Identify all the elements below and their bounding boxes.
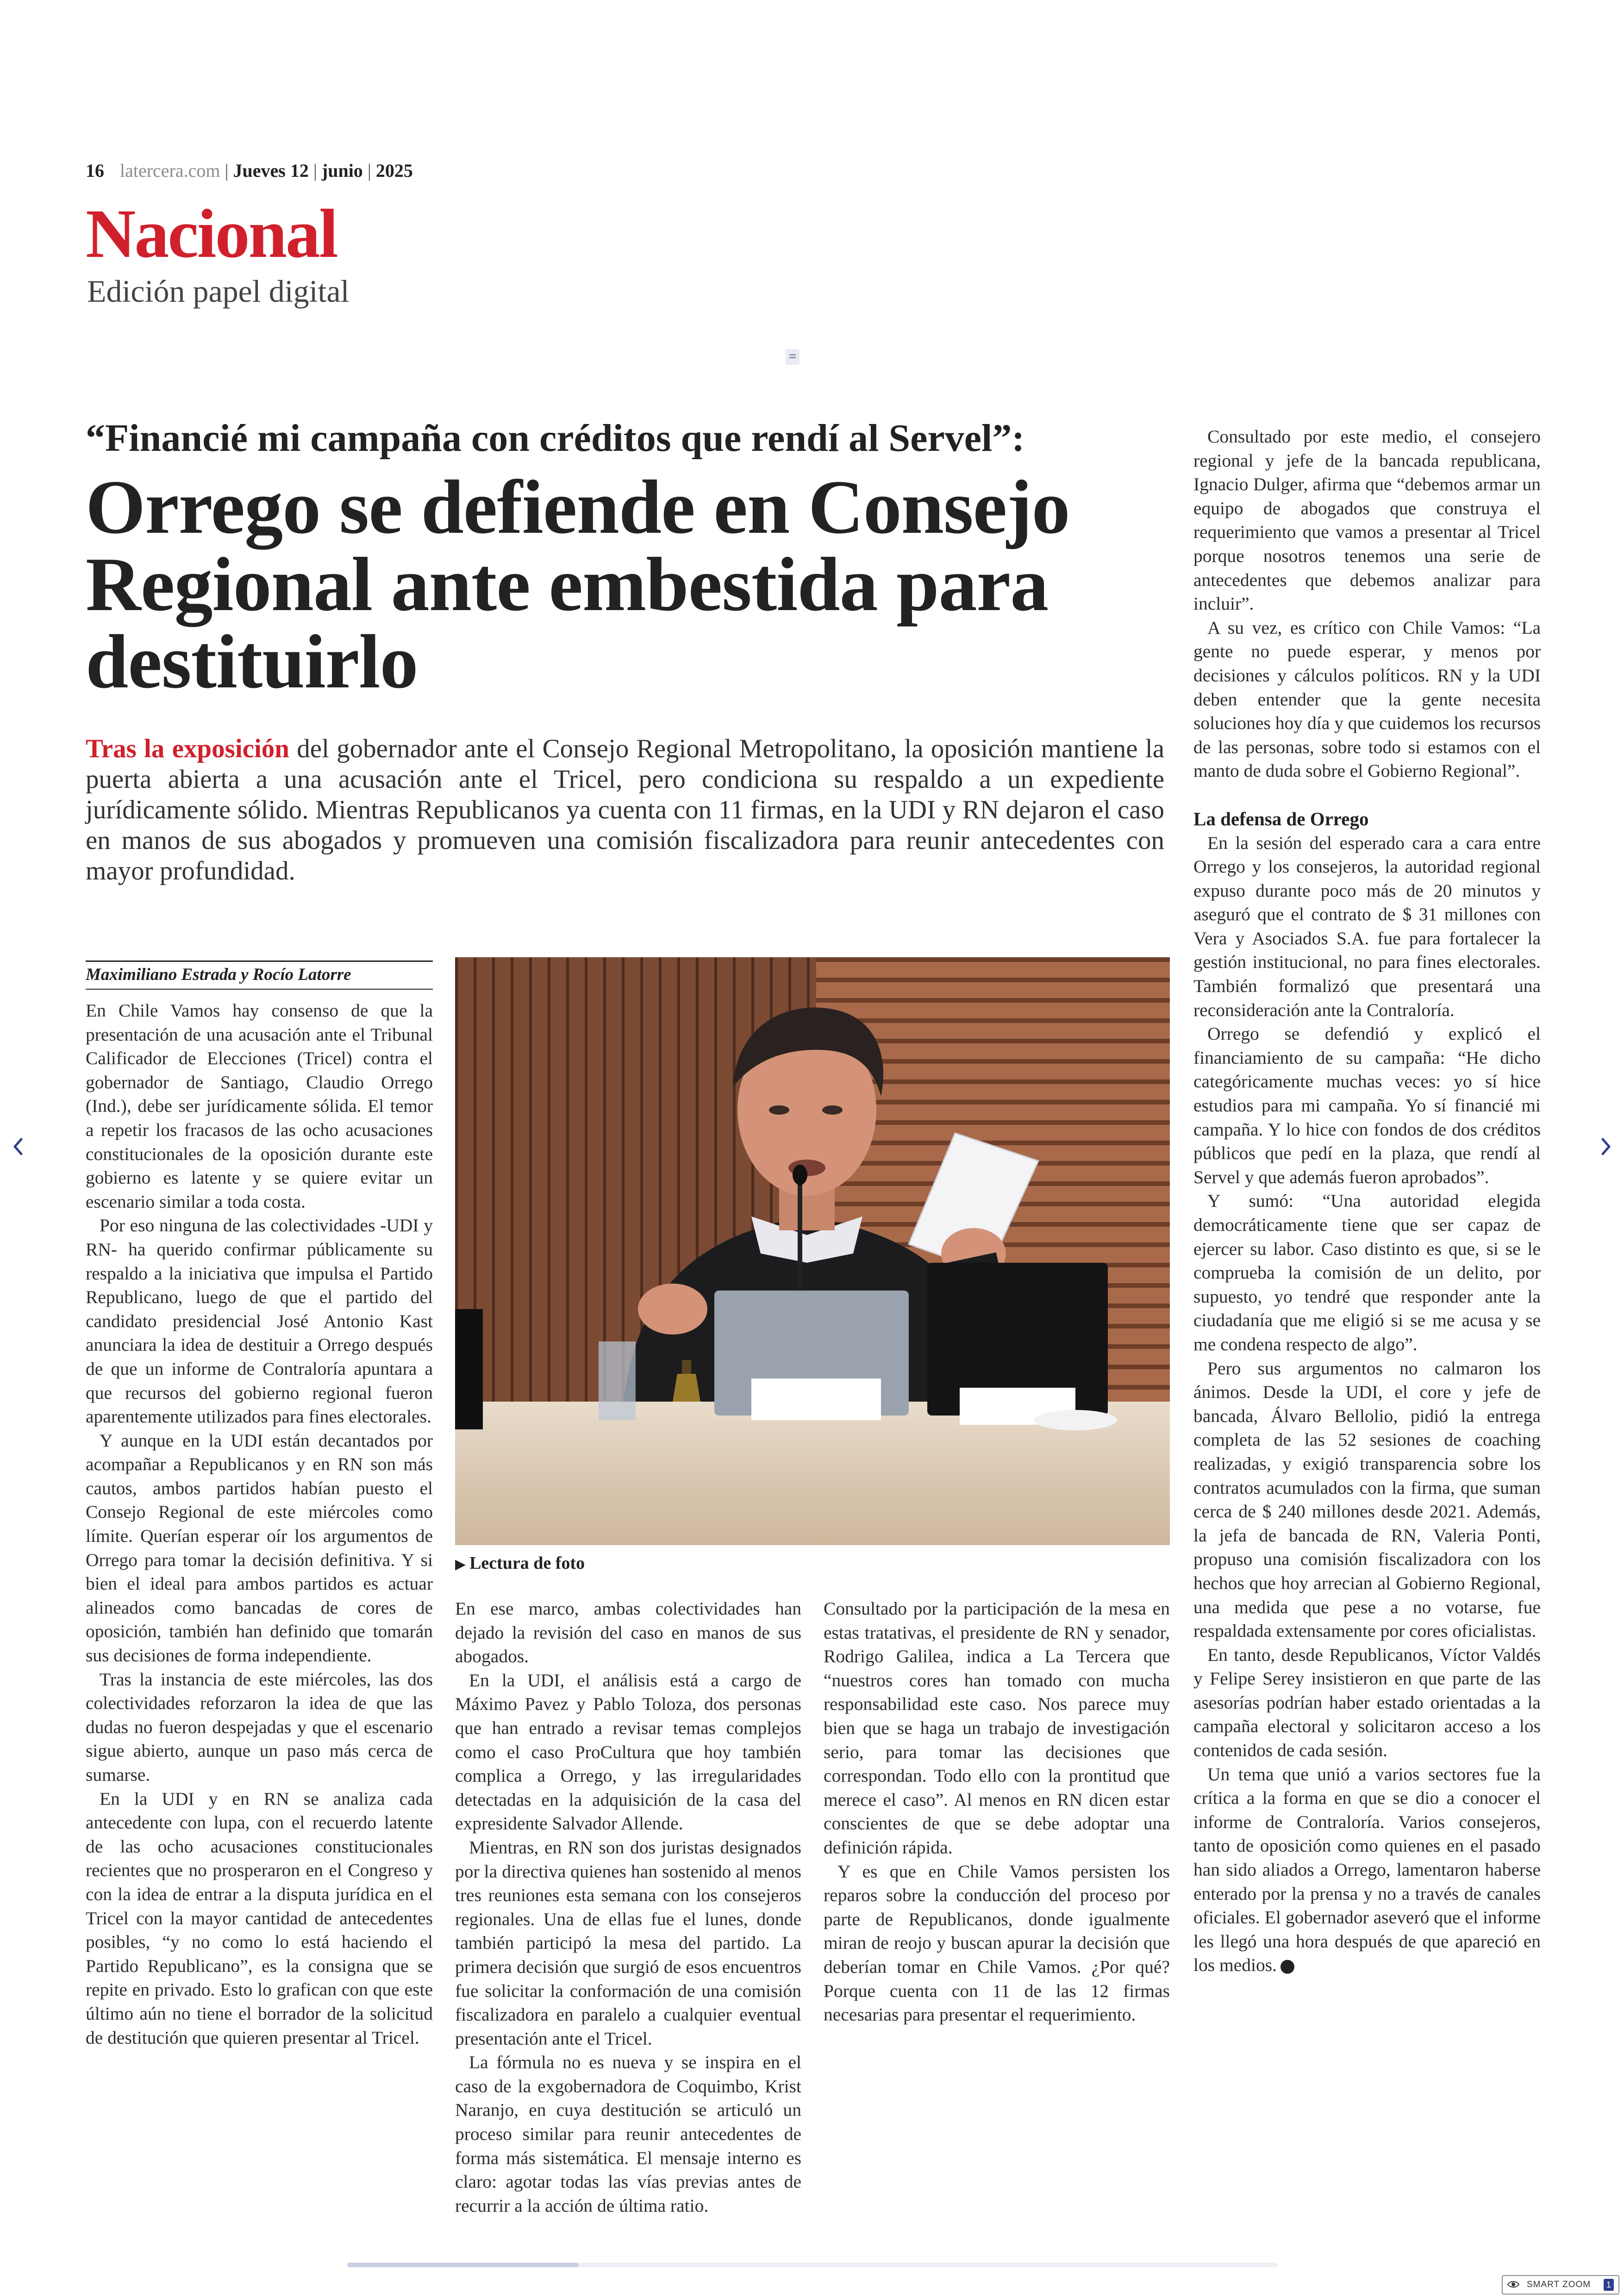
paragraph: Orrego se defendió y explicó el financiamiento de su campaña: “He dicho categóricamente muchas veces: yo sí hice estudios para mi campaña. Yo sí financié mi campaña. Y lo hice con fondos de dos créditos públicos que pedí en la plaza, que rendí al Servel y que además fueron aprobados”.	[1193, 1023, 1541, 1187]
prev-page-button[interactable]	[8, 1133, 27, 1160]
paragraph: La fórmula no es nueva y se inspira en el caso de la exgobernadora de Coquimbo, Krist Naranjo, en cuya destitución se articuló un proceso similar para reunir antecedentes de forma más sistemática. El mensaje interno es claro: agotar todas las vías previas antes de recurrir a la acción de última ratio.	[455, 2052, 801, 2216]
paragraph: Tras la instancia de este miércoles, las dos colectividades reforzaron la idea de que las dudas no fueron despejadas y que el escenario sigue abierto, aunque un paso más cerca de sumarse.	[86, 1669, 433, 1785]
paragraph: En la sesión del esperado cara a cara entre Orrego y los consejeros, la autoridad regional expuso durante poco más de 20 minutos y aseguró que el contrato de $ 31 millones con Vera y Asociados S.A. fue para fortalecer la gestión institucional, no para fines electorales. También formalizó que presentará una reconsideración ante la Contraloría.	[1193, 832, 1541, 1020]
section-title: Nacional	[86, 195, 337, 272]
paragraph: Y es que en Chile Vamos persisten los reparos sobre la conducción del proceso por parte de Republicanos, donde igualmente miran de reojo y buscan apurar la decisión que deberían tomar en Chile Vamos. ¿Por qué? Porque cuenta con 11 de las 12 firmas necesarias para presentar el requerimiento.	[824, 1861, 1170, 2025]
photo-caption[interactable]	[455, 1553, 585, 1573]
issue-header: 16 latercera.com | Jueves 12 | junio | 2025	[86, 160, 413, 181]
menu-handle-icon[interactable]	[786, 349, 800, 365]
paragraph: En la UDI, el análisis está a cargo de Máximo Pavez y Pablo Toloza, dos personas que han entrado a revisar temas complejos como el caso ProCultura que hoy también complica a Orrego, y las irregularidades detectadas en la adquisición de la casa del expresidente Salvador Allende.	[455, 1670, 801, 1834]
next-page-button[interactable]	[1597, 1133, 1616, 1160]
article-headline: Orrego se defiende en Consejo Regional ante embestida para destituirlo	[86, 464, 1070, 704]
paragraph: Pero sus argumentos no calmaron los ánimos. Desde la UDI, el core y jefe de bancada, Álvaro Bellolio, pidió la entrega completa de las 52 sesiones de coaching realizadas, y exigió transparencia sobre los contratos acumulados con la firma, que suman cerca de $ 240 millones desde 2021. Además, la jefa de bancada de RN, Valeria Ponti, propuso una comisión fiscalizadora con los hechos que hoy arrecian al Gobierno Regional, una medida que pese a no votarse, fue respaldada extensamente por cores oficialistas.	[1193, 1358, 1541, 1641]
scrollbar-thumb[interactable]	[347, 2263, 579, 2267]
photo-caption-text: Lectura de foto	[469, 1553, 585, 1573]
paragraph: En la UDI y en RN se analiza cada antecedente con lupa, con el recuerdo latente de las ocho acusaciones constitucionales recientes que no prosperaron en el Congreso y con la idea de entrar a la disputa jurídica en el Tricel con la mayor cantidad de antecedentes posibles, “y no como lo está haciendo el Partido Republicano”, es la consigna que se repite en privado. Esto lo grafican con que este último aún no tiene el borrador de la solicitud de destitución que quieren presentar al Tricel.	[86, 1788, 433, 2048]
page-number: 16	[86, 160, 104, 181]
paragraph: Un tema que unió a varios sectores fue la crítica a la forma en que se dio a conocer el informe de Contraloría. Varios consejeros, tanto de oposición como quienes en el pasado han sido aliados a Orrego, lamentaron haberse enterado por la prensa y no a través de canales oficiales. El gobernador aseveró que el informe les llegó una hora después de que apareció en los medios.	[1193, 1764, 1541, 1976]
paragraph: Consultado por este medio, el consejero regional y jefe de la bancada republicana, Ignacio Dulger, afirma que “debemos armar un equipo de abogados que construya el requerimiento que vamos a presentar al Tricel porque nosotros tenemos una serie de antecedentes que debemos analizar para incluir”.	[1193, 426, 1541, 614]
byline: Maximiliano Estrada y Rocío Latorre	[86, 960, 433, 985]
lead-text: del gobernador ante el Consejo Regional Metropolitano, la oposición mantiene la puerta abierta a una acusación ante el Tricel, pero condiciona su respaldo a un expediente jurídicamente sólido. Mientras Republicanos ya cuenta con 11 firmas, en la UDI y RN dejaron el caso en manos de sus abogados y promueven una comisión fiscalizadora para reunir antecedentes con mayor profundidad.	[86, 734, 1164, 886]
paragraph: Y aunque en la UDI están decantados por acompañar a Republicanos y en RN son más cautos, ambos partidos habían puesto el Consejo Regional de este miércoles como límite. Querían esperar oír los argumentos de Orrego para tomar la decisión definitiva. Y si bien el ideal para ambos partidos es actuar alineados como bancadas de cores de oposición, también han definido que tomarán sus decisiones de forma independiente.	[86, 1430, 433, 1666]
eye-icon	[1507, 2280, 1519, 2289]
byline-rule	[86, 989, 433, 990]
article-column-2	[455, 1597, 801, 2218]
issue-day: Jueves 12	[233, 160, 309, 181]
paragraph: Mientras, en RN son dos juristas designados por la directiva quienes han sostenido al menos tres reuniones esta semana con los consejeros regionales. Una de ellas fue el lunes, donde también participó la mesa del partido. La primera decisión que surgió de esos encuentros fue solicitar la conformación de una comisión fiscalizadora en paralelo a cualquier eventual presentación ante el Tricel.	[455, 1837, 801, 2049]
article-kicker: “Financié mi campaña con créditos que rendí al Servel”:	[86, 417, 1025, 460]
chevron-left-icon	[8, 1133, 27, 1160]
paragraph: Consultado por la participación de la mesa en estas tratativas, el presidente de RN y senador, Rodrigo Galilea, indica a La Tercera que “nuestros cores han tomado con mucha responsabilidad este caso. Nos parece muy bien que se haga un trabajo de investigación serio, para tomar las decisiones que correspondan. Todo ello con la prontitud que merece el caso”. Al menos en RN dicen estar conscientes de que se debe adoptar una definición rápida.	[824, 1598, 1170, 1858]
paragraph: Por eso ninguna de las colectividades -UDI y RN- ha querido confirmar públicamente su respaldo a la iniciativa que impulsa el Partido Republicano, luego de que el partido del candidato presidencial José Antonio Kast anunciara la idea de destituir a Orrego después de que un informe de Contraloría apuntara a que recursos del gobierno regional fueron aparentemente utilizados para fines electorales.	[86, 1215, 433, 1427]
end-mark-icon	[1280, 1960, 1294, 1974]
edition-label: Edición papel digital	[87, 274, 350, 309]
article-photo[interactable]	[455, 957, 1170, 1545]
site-name: latercera.com	[120, 160, 220, 181]
article-column-4	[1193, 425, 1541, 1977]
article-subhead: La defensa de Orrego	[1193, 808, 1369, 829]
page-indicator: 1	[1604, 2279, 1614, 2291]
chevron-right-icon	[1597, 1133, 1616, 1160]
smart-zoom-label: SMART ZOOM	[1527, 2280, 1591, 2289]
paragraph: En tanto, desde Republicanos, Víctor Valdés y Felipe Serey insistieron en que parte de las asesorías podrían haber estado orientadas a la campaña electoral y solicitaron acceso a los contenidos de cada sesión.	[1193, 1644, 1541, 1761]
paragraph: En ese marco, ambas colectividades han dejado la revisión del caso en manos de sus abogados.	[455, 1598, 801, 1667]
page-scrollbar[interactable]	[347, 2263, 1278, 2267]
paragraph: A su vez, es crítico con Chile Vamos: “La gente no puede esperar, y menos por decisiones y cálculos políticos. RN y la UDI deben entender que la gente necesita soluciones hoy día y que cuidemos los recursos de las personas, sobre todo si estamos con el manto de duda sobre el Gobierno Regional”.	[1193, 617, 1541, 781]
issue-month: junio	[321, 160, 363, 181]
article-column-3	[824, 1597, 1170, 2027]
photo-illustration	[455, 957, 1170, 1545]
article-lead	[86, 734, 1164, 886]
paragraph: Y sumó: “Una autoridad elegida democráticamente tiene que ser capaz de ejercer su labor. Caso distinto es que, si se le comprueba la comisión de un delito, por supuesto, yo tendré que responder ante la ciudadanía que me eligió si se me acusa y se me condena respecto de algo”.	[1193, 1191, 1541, 1354]
smart-zoom-button[interactable]	[1502, 2275, 1619, 2295]
paragraph: En Chile Vamos hay consenso de que la presentación de una acusación ante el Tribunal Calificador de Elecciones (Tricel) contra el gobernador de Santiago, Claudio Orrego (Ind.), debe ser jurídicamente sólida. El temor a repetir los fracasos de las ocho acusaciones constitucionales de la oposición durante este gobierno es latente y se quiere evitar un escenario similar a toda costa.	[86, 1000, 433, 1212]
lead-highlight: Tras la exposición	[86, 734, 289, 763]
issue-year: 2025	[375, 160, 413, 181]
article-column-1	[86, 999, 433, 2050]
play-triangle-icon: ▶	[455, 1557, 466, 1572]
